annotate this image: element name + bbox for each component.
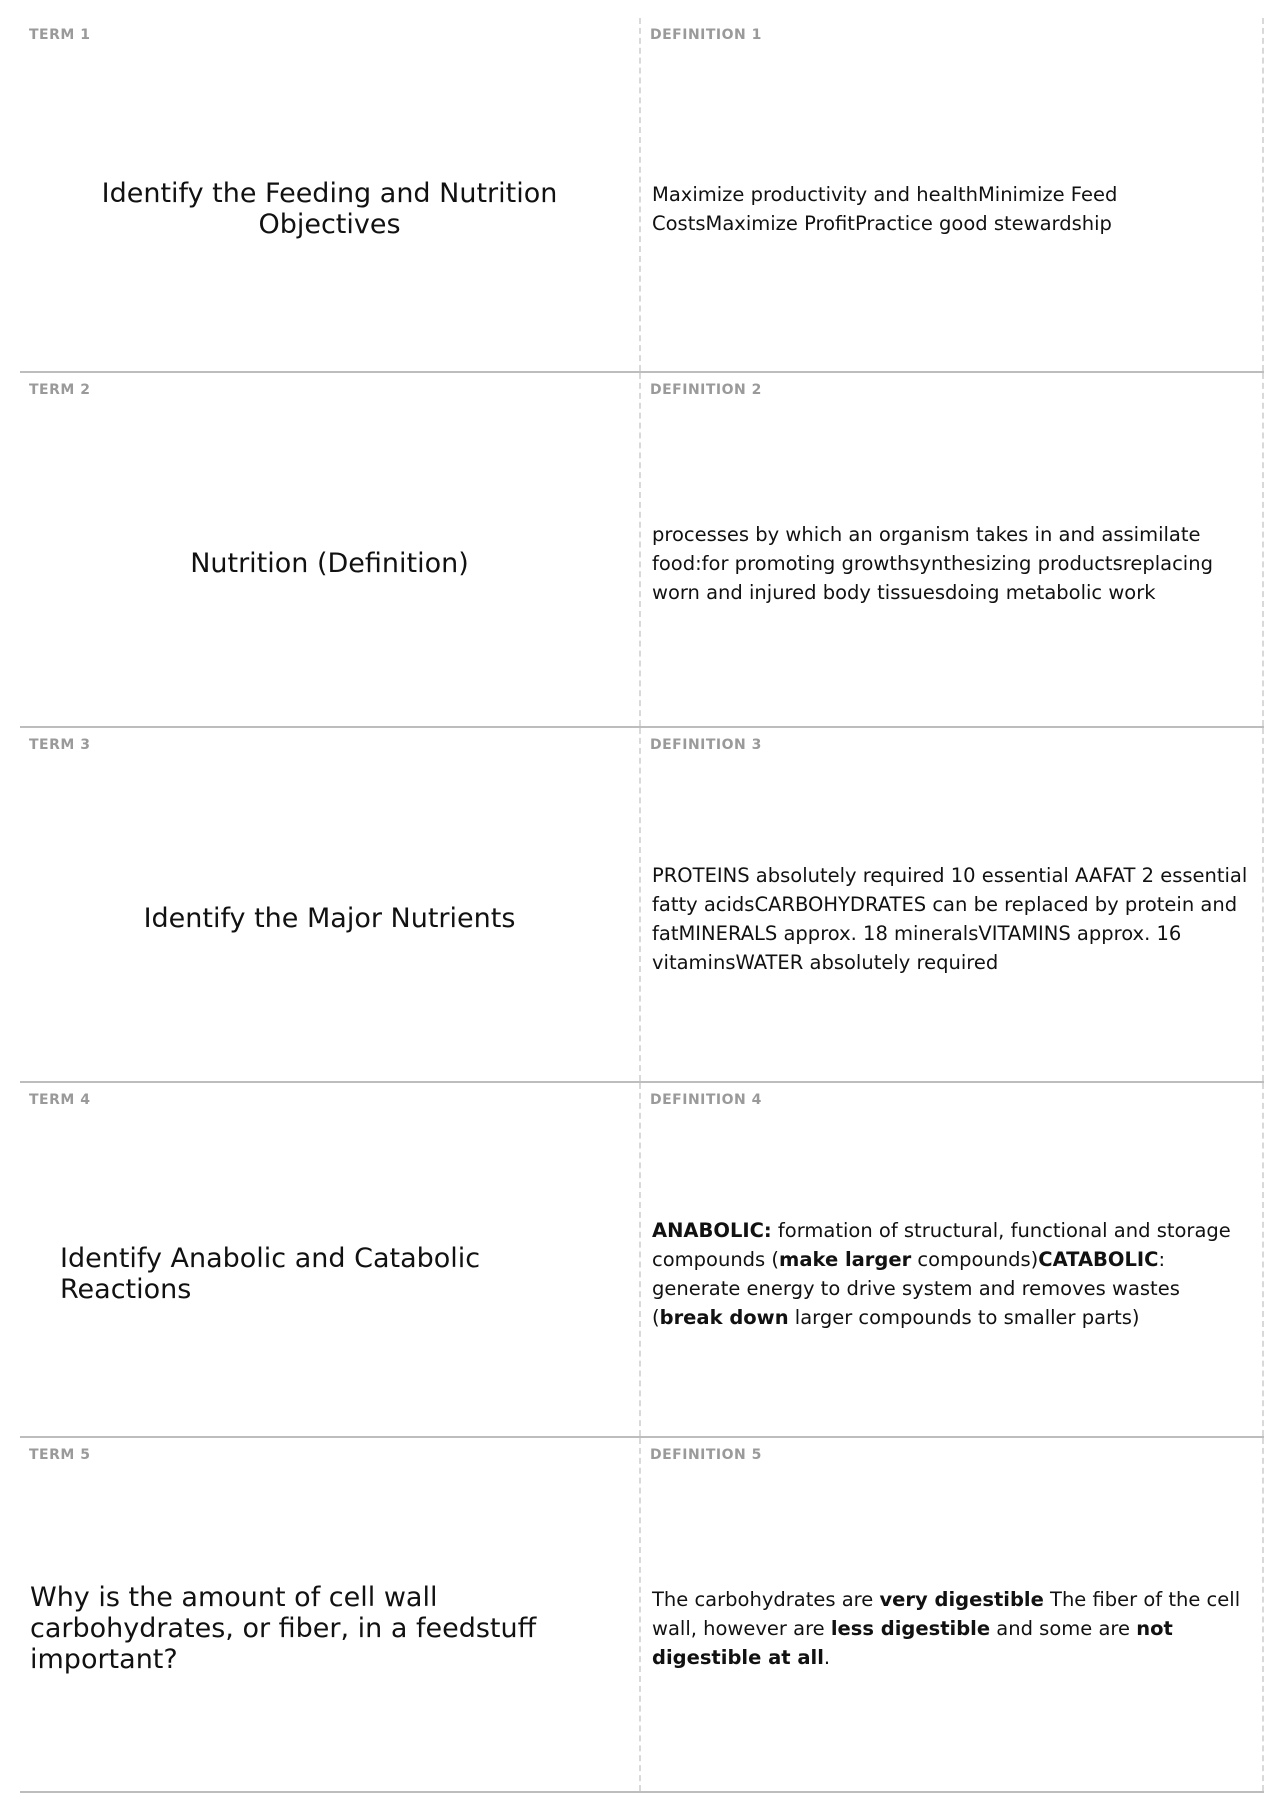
definition-cell <box>641 18 1264 371</box>
definition-label: DEFINITION 4 <box>650 1092 762 1108</box>
flashcard-row <box>20 1438 1264 1793</box>
term-cell <box>20 1438 641 1791</box>
emphasis-text: break down <box>659 1305 789 1329</box>
term-text: Identify the Major Nutrients <box>143 903 516 934</box>
definition-text <box>652 1216 1252 1332</box>
term-label: TERM 2 <box>29 382 91 398</box>
term-text: Identify Anabolic and Catabolic Reactions <box>60 1242 481 1305</box>
term-cell <box>20 373 641 726</box>
definition-fragment: : generate energy to drive system and removes wastes ( <box>652 1247 1180 1329</box>
emphasis-text: less digestible <box>830 1617 991 1640</box>
flashcard-row <box>20 1083 1264 1438</box>
anabolic-heading: ANABOLIC: <box>652 1218 772 1242</box>
term-text: Identify the Feeding and Nutrition Objectives <box>101 177 558 240</box>
definition-label: DEFINITION 5 <box>650 1447 762 1463</box>
flashcard-row <box>20 373 1264 728</box>
catabolic-heading: CATABOLIC <box>1038 1247 1159 1271</box>
term-label: TERM 4 <box>29 1092 91 1108</box>
definition-label: DEFINITION 3 <box>650 737 762 753</box>
definition-text: PROTEINS absolutely required 10 essential AAFAT 2 essential fatty acidsCARBOHYDRATES can be replaced by protein and fatMINERALS approx. 18 mineralsVITAMINS approx. 16 vitaminsWATER absolutely required <box>652 863 1248 974</box>
term-label: TERM 3 <box>29 737 91 753</box>
definition-fragment: The carbohydrates are <box>652 1588 880 1611</box>
term-cell <box>20 1083 641 1436</box>
definition-text <box>652 1585 1252 1672</box>
definition-cell <box>641 1438 1264 1791</box>
term-text: Why is the amount of cell wall carbohydrates, or fiber, in a feedstuff important? <box>30 1582 537 1675</box>
definition-fragment: formation of structural, functional and storage compounds ( <box>652 1218 1231 1271</box>
definition-text: processes by which an organism takes in and assimilate food:for promoting growthsynthesizing productsreplacing worn and injured body tissuesdoing metabolic work <box>652 523 1213 604</box>
definition-fragment: compounds) <box>911 1247 1039 1271</box>
emphasis-text: very digestible <box>879 1588 1044 1611</box>
definition-text: Maximize productivity and healthMinimize Feed CostsMaximize ProfitPractice good stewardship <box>652 182 1118 235</box>
flashcard-row <box>20 728 1264 1083</box>
emphasis-text: not digestible at all <box>652 1617 1173 1669</box>
term-label: TERM 1 <box>29 27 91 43</box>
definition-cell <box>641 1083 1264 1436</box>
term-label: TERM 5 <box>29 1447 91 1463</box>
term-cell <box>20 18 641 371</box>
definition-cell <box>641 373 1264 726</box>
emphasis-text: make larger <box>779 1247 912 1271</box>
term-cell <box>20 728 641 1081</box>
definition-fragment: larger compounds to smaller parts) <box>788 1305 1140 1329</box>
definition-fragment: and some are <box>990 1617 1137 1640</box>
definition-label: DEFINITION 2 <box>650 382 762 398</box>
term-text: Nutrition (Definition) <box>190 548 469 579</box>
definition-cell <box>641 728 1264 1081</box>
flashcard-sheet <box>20 18 1264 1793</box>
flashcard-row <box>20 18 1264 373</box>
definition-label: DEFINITION 1 <box>650 27 762 43</box>
definition-fragment: . <box>823 1646 831 1669</box>
definition-fragment: The fiber of the cell wall, however are <box>652 1588 1241 1640</box>
